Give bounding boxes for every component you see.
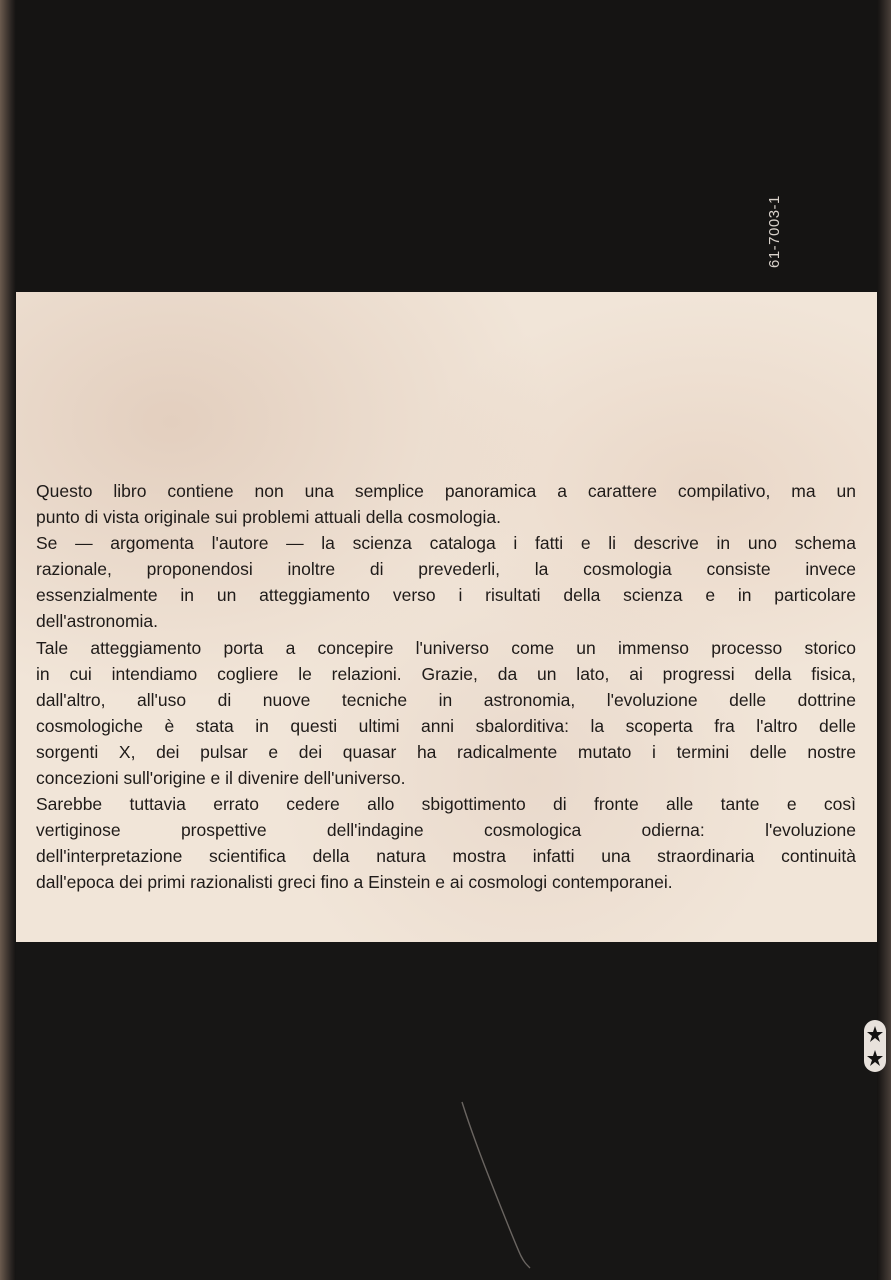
blurb-line: in cui intendiamo cogliere le relazioni. Grazie, da un lato, ai progressi della fisica, bbox=[36, 663, 856, 684]
cover-right-edge bbox=[877, 0, 891, 1280]
blurb-line: Se — argomenta l'autore — la scienza cataloga i fatti e li descrive in uno schema bbox=[36, 533, 856, 554]
top-black-band bbox=[16, 0, 877, 292]
blurb-line: Sarebbe tuttavia errato cedere allo sbigottimento di fronte alle tante e così bbox=[36, 794, 856, 815]
blurb-line: razionale, proponendosi inoltre di prevederli, la cosmologia consiste invece bbox=[36, 559, 856, 580]
blurb-line: vertiginose prospettive dell'indagine cosmologica odierna: l'evoluzione bbox=[36, 820, 856, 841]
blurb-line: Questo libro contiene non una semplice panoramica a carattere compilativo, ma un bbox=[36, 481, 856, 501]
star-badge-icon bbox=[864, 1020, 886, 1072]
cover-crease-mark bbox=[460, 1100, 540, 1270]
bottom-black-band bbox=[16, 942, 877, 1280]
blurb-line: Tale atteggiamento porta a concepire l'universo come un immenso processo storico bbox=[36, 637, 856, 658]
blurb-line: dell'astronomia. bbox=[36, 611, 159, 632]
blurb-line: punto di vista originale sui problemi attuali della cosmologia. bbox=[36, 507, 501, 528]
blurb-line: sorgenti X, dei pulsar e dei quasar ha radicalmente mutato i termini delle nostre bbox=[36, 741, 856, 762]
blurb-text bbox=[36, 478, 856, 896]
blurb-line: dall'altro, all'uso di nuove tecniche in astronomia, l'evoluzione delle dottrine bbox=[36, 689, 856, 710]
cover-left-edge bbox=[0, 0, 16, 1280]
catalog-code: 61-7003-1 bbox=[766, 195, 783, 268]
blurb-line: dall'epoca dei primi razionalisti greci fino a Einstein e ai cosmologi contemporanei. bbox=[36, 872, 673, 893]
blurb-line: concezioni sull'origine e il divenire dell'universo. bbox=[36, 768, 406, 789]
blurb-line: essenzialmente in un atteggiamento verso i risultati della scienza e in particolare bbox=[36, 585, 856, 606]
blurb-line: cosmologiche è stata in questi ultimi anni sbalorditiva: la scoperta fra l'altro delle bbox=[36, 715, 856, 736]
blurb-line: dell'interpretazione scientifica della natura mostra infatti una straordinaria continuità bbox=[36, 846, 856, 867]
